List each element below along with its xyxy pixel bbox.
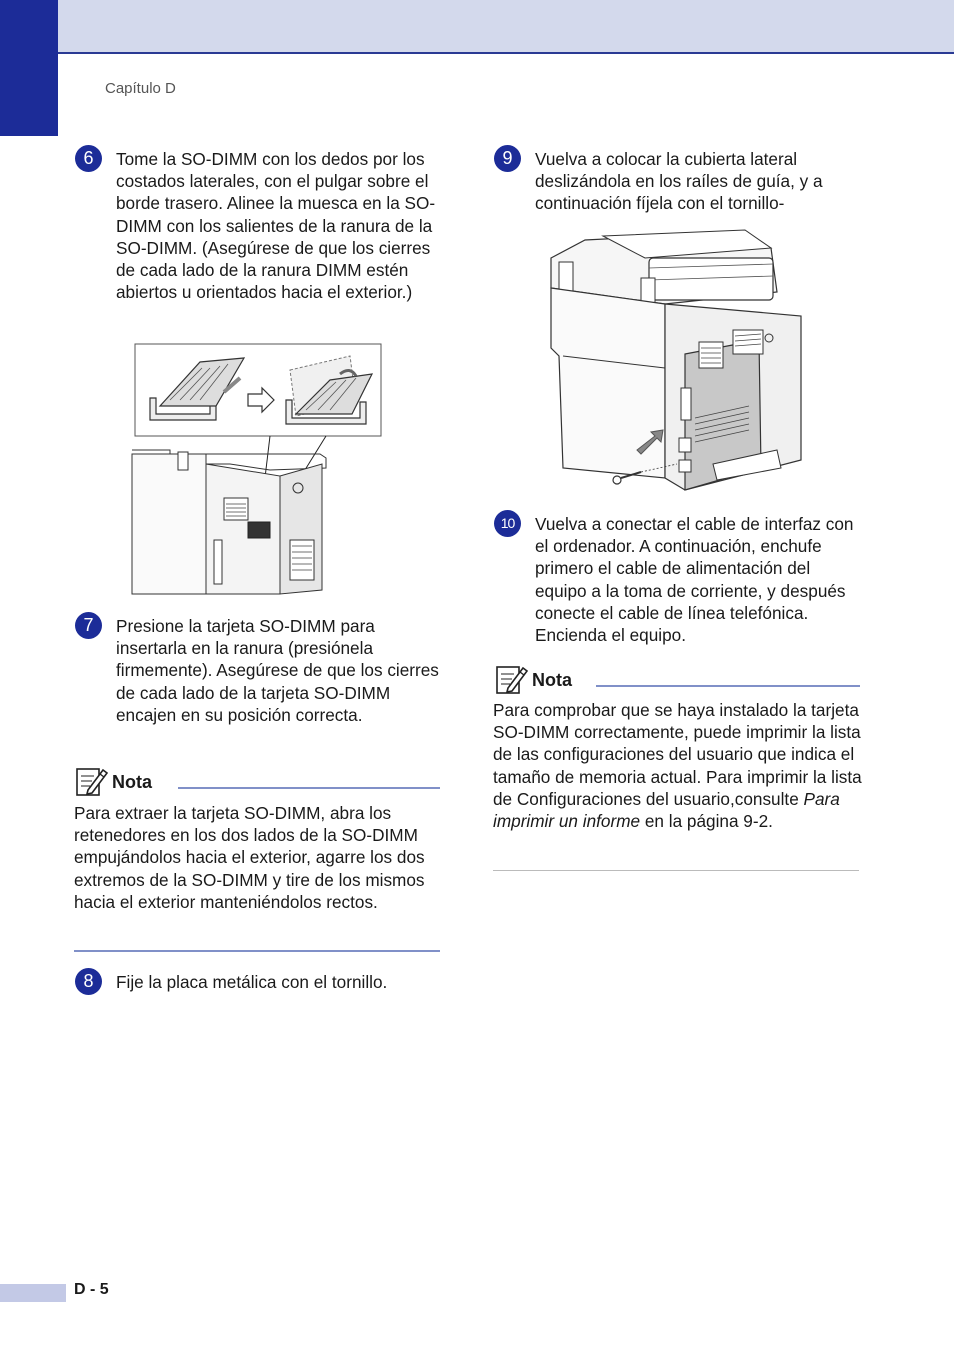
cross-reference-link[interactable]: Para imprimir un informe: [493, 788, 840, 832]
note-label: Nota: [112, 772, 152, 792]
machine-left-panel: [132, 454, 206, 594]
printer-back-panel: [551, 288, 665, 478]
step-number-badge: 7: [75, 612, 102, 639]
note-end-rule: [74, 950, 440, 952]
step-text: Vuelva a colocar la cubierta lateral deslizándola en los raíles de guía, y a continuación fíjela con el tornillo-: [535, 149, 823, 214]
note-pencil-icon: [76, 766, 108, 796]
note-end-rule: [493, 870, 859, 871]
step-text: Fije la placa metálica con el tornillo.: [116, 972, 388, 992]
interface-port: [681, 388, 691, 420]
power-port: [679, 460, 691, 472]
hinge: [178, 452, 188, 470]
page-number: D - 5: [74, 1281, 109, 1298]
vent-grille: [224, 498, 248, 520]
dimm-slot-area: [248, 522, 270, 538]
note-header-rule: [178, 787, 440, 789]
note-header-rule: [596, 685, 860, 687]
step-text: Tome la SO-DIMM con los dedos por los costados laterales, con el pulgar sobre el borde trasero. Alinee la muesca en la SO-DIMM con los salientes de la ranura de la SO-DIMM. (Asegúrese de que los cierres de cada lado de la ranura DIMM estén abiertos u orientados hacia el exterior.): [116, 149, 436, 303]
note-text: [493, 699, 863, 832]
step-number-badge: 10: [494, 510, 521, 537]
step-text: Vuelva a conectar el cable de interfaz con el ordenador. A continuación, enchufe primero el cable de alimentación del equipo a la toma de corriente, y después conecte el cable de línea telefónica. Encienda el equipo.: [535, 514, 854, 646]
chapter-side-tab: [0, 0, 58, 136]
note-text-before: Para comprobar que se haya instalado la tarjeta SO-DIMM correctamente, puede imprimir la lista de las configuraciones del usuario que indica el tamaño de memoria actual. Para imprimir la lista de Configuraciones del usuario,consulte: [493, 700, 862, 809]
chapter-label: Capítulo D: [105, 80, 176, 97]
note-text: Para extraer la tarjeta SO-DIMM, abra los retenedores en los dos lados de la SO-DIMM empujándolos hacia el exterior, agarre los dos extremos de la SO-DIMM y tire de los mismos hacia el exterior manteniéndolos rectos.: [74, 803, 425, 912]
interface-port: [214, 540, 222, 584]
note-pencil-icon: [496, 664, 528, 694]
note-text-after: en la página 9-2.: [640, 811, 773, 832]
usb-port: [679, 438, 691, 452]
vent-grille: [699, 342, 723, 368]
header-band: [0, 0, 954, 52]
step-text: Presione la tarjeta SO-DIMM para insertarla en la ranura (presiónela firmemente). Asegúrese de que los cierres de cada lado de la tarjeta SO-DIMM encajen en su posición correcta.: [116, 616, 439, 725]
vent-grille: [733, 330, 763, 354]
note-label: Nota: [532, 670, 572, 690]
step-number-badge: 6: [75, 145, 102, 172]
side-cover-figure: [545, 228, 807, 492]
note-header: [496, 664, 860, 696]
footer-bar: [0, 1284, 66, 1302]
so-dimm-insertion-figure: [130, 340, 385, 595]
step-number-badge: 8: [75, 968, 102, 995]
screw-icon: [613, 476, 621, 484]
step-number-badge: 9: [494, 145, 521, 172]
note-header: [76, 766, 440, 798]
header-rule: [58, 52, 954, 54]
